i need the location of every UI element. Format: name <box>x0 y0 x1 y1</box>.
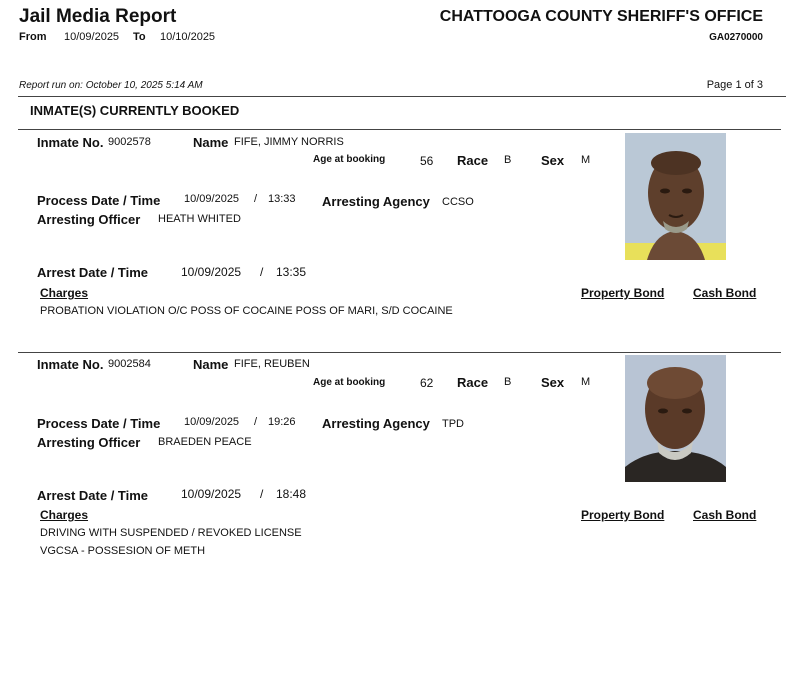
arresting-officer-value: HEATH WHITED <box>158 213 241 225</box>
inmate-no-label: Inmate No. <box>37 357 104 372</box>
arresting-agency-value: TPD <box>442 418 464 430</box>
slash: / <box>254 193 258 205</box>
age-value: 56 <box>420 154 434 168</box>
to-label: To <box>133 31 146 43</box>
header-divider <box>18 96 786 97</box>
charges-label: Charges <box>40 508 89 522</box>
arresting-officer-label: Arresting Officer <box>37 435 141 450</box>
arrest-date: 10/09/2025 <box>181 265 242 279</box>
charge-line: VGCSA - POSSESION OF METH <box>40 545 206 557</box>
arrest-time: 18:48 <box>276 487 307 501</box>
page-info: Page 1 of 3 <box>706 79 763 91</box>
arresting-agency-value: CCSO <box>442 196 474 208</box>
from-date: 10/09/2025 <box>64 31 120 43</box>
inmate-no-value: 9002578 <box>108 136 151 148</box>
sex-value: M <box>581 376 591 388</box>
charge-line: DRIVING WITH SUSPENDED / REVOKED LICENSE <box>40 527 302 539</box>
slash: / <box>254 416 258 428</box>
sex-label: Sex <box>541 153 565 168</box>
age-value: 62 <box>420 376 434 390</box>
arrest-date: 10/09/2025 <box>181 487 242 501</box>
booking-photo <box>625 133 726 260</box>
race-label: Race <box>457 153 489 168</box>
charges-label: Charges <box>40 286 89 300</box>
process-time: 13:33 <box>268 193 296 205</box>
name-label: Name <box>193 357 229 372</box>
slash: / <box>260 487 264 501</box>
process-date: 10/09/2025 <box>184 416 240 428</box>
name-label: Name <box>193 135 229 150</box>
inmate-no-value: 9002584 <box>108 358 151 370</box>
arresting-agency-label: Arresting Agency <box>322 416 430 431</box>
arresting-officer-label: Arresting Officer <box>37 212 141 227</box>
process-time: 19:26 <box>268 416 296 428</box>
arrest-label: Arrest Date / Time <box>37 265 149 280</box>
agency-code: GA0270000 <box>709 32 763 43</box>
arresting-officer-value: BRAEDEN PEACE <box>158 436 252 448</box>
property-bond-label: Property Bond <box>581 508 665 522</box>
sex-label: Sex <box>541 375 565 390</box>
age-label: Age at booking <box>313 377 386 388</box>
booking-photo <box>625 355 726 482</box>
property-bond-label: Property Bond <box>581 286 665 300</box>
race-value: B <box>504 154 512 166</box>
agency-name: CHATTOOGA COUNTY SHERIFF'S OFFICE <box>439 8 763 25</box>
record-divider <box>18 352 781 353</box>
to-date: 10/10/2025 <box>160 31 216 43</box>
charge-line: PROBATION VIOLATION O/C POSS OF COCAINE POSS OF MARI, S/D COCAINE <box>40 305 453 317</box>
race-label: Race <box>457 375 489 390</box>
arresting-agency-label: Arresting Agency <box>322 194 430 209</box>
inmate-name: FIFE, JIMMY NORRIS <box>234 136 344 148</box>
process-label: Process Date / Time <box>37 416 161 431</box>
cash-bond-label: Cash Bond <box>693 286 757 300</box>
process-date: 10/09/2025 <box>184 193 240 205</box>
section-title: INMATE(S) CURRENTLY BOOKED <box>30 103 240 118</box>
report-run-time: Report run on: October 10, 2025 5:14 AM <box>19 80 203 91</box>
arrest-time: 13:35 <box>276 265 307 279</box>
section-divider <box>18 129 781 130</box>
sex-value: M <box>581 154 591 166</box>
from-label: From <box>19 31 47 43</box>
slash: / <box>260 265 264 279</box>
process-label: Process Date / Time <box>37 193 161 208</box>
cash-bond-label: Cash Bond <box>693 508 757 522</box>
arrest-label: Arrest Date / Time <box>37 488 149 503</box>
race-value: B <box>504 376 512 388</box>
report-title: Jail Media Report <box>19 6 177 27</box>
inmate-no-label: Inmate No. <box>37 135 104 150</box>
inmate-name: FIFE, REUBEN <box>234 358 310 370</box>
age-label: Age at booking <box>313 154 386 165</box>
